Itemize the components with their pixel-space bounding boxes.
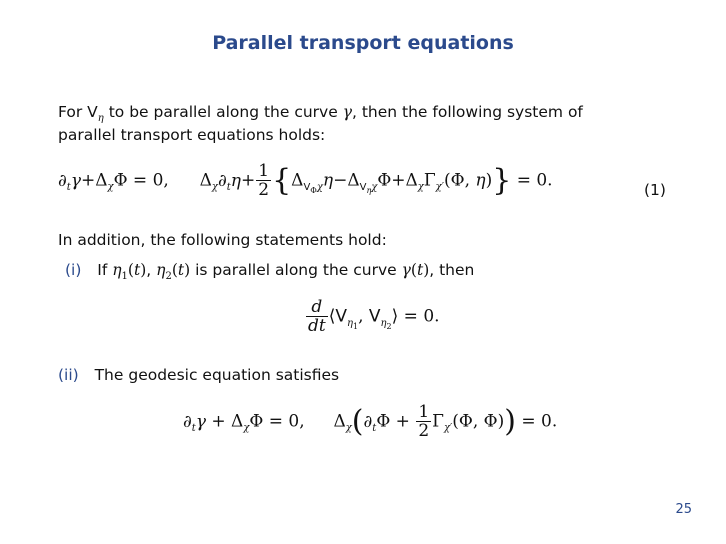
slide-title: Parallel transport equations bbox=[212, 32, 514, 54]
item-i-frac-num: d bbox=[311, 297, 323, 317]
item-ii-frac-num: 1 bbox=[418, 402, 430, 422]
addition-text: In addition, the following statements hold: bbox=[58, 231, 387, 249]
item-ii bbox=[58, 364, 339, 386]
item-i-fraction bbox=[306, 298, 328, 336]
equation-1: $\partial_t\gamma+\Delta_\chi\Phi = 0$, $\Delta_\chi\partial_t\eta+$ $\frac{1}{2}$ {$\Delta_{V_\Phi\chi}\eta-\Delta_{V_\eta\chi}\Phi+\Delta_\chi\Gamma_{\chi'}(\Phi$, η)} = 0. bbox=[58, 161, 553, 200]
item-ii-label: (ii) bbox=[58, 366, 79, 384]
item-ii-frac-den: 2 bbox=[418, 421, 430, 441]
item-ii-equation: $\partial_t\gamma + \Delta_\chi\Phi = 0$, $\Delta_\chi(\partial_t\Phi$ + $\frac{1}{2}$ $\Gamma_{\chi'}(\Phi$, Φ)) = 0. bbox=[183, 402, 558, 441]
page-number: 25 bbox=[675, 502, 692, 517]
eq1-frac-num: 1 bbox=[258, 161, 270, 181]
intro-line-2: parallel transport equations holds: bbox=[58, 126, 326, 144]
eq1-fraction bbox=[256, 162, 271, 200]
intro-symbol-eta: η bbox=[97, 113, 104, 124]
item-i-frac-den: dt bbox=[308, 316, 326, 336]
intro-text-then: , then the following system of bbox=[351, 103, 583, 121]
eq1-frac-den: 2 bbox=[258, 180, 270, 200]
equation-1-number: (1) bbox=[644, 181, 666, 199]
item-ii-text: The geodesic equation satisfies bbox=[94, 366, 340, 384]
intro-text-parallel: to be parallel along the curve bbox=[108, 103, 338, 121]
intro-text-for: For bbox=[58, 103, 83, 121]
item-i-text-mid: is parallel along the curve bbox=[195, 261, 397, 279]
item-i: (i) If $\eta_1(t)$, $\eta_2(t)$ is parallel along the curve γ(t), then bbox=[65, 261, 475, 282]
item-i-label: (i) bbox=[65, 261, 82, 279]
intro-curve-gamma: γ bbox=[342, 103, 352, 121]
item-i-equation: $\frac{d}{dt}$ $⟨V_{\eta_1}$, $V_{\eta_2}⟩ = 0$. bbox=[308, 297, 440, 336]
item-i-text-if: If bbox=[97, 261, 108, 279]
item-i-text-then: , then bbox=[429, 261, 475, 279]
item-ii-fraction bbox=[416, 403, 431, 441]
intro-symbol-v: V bbox=[87, 103, 98, 121]
